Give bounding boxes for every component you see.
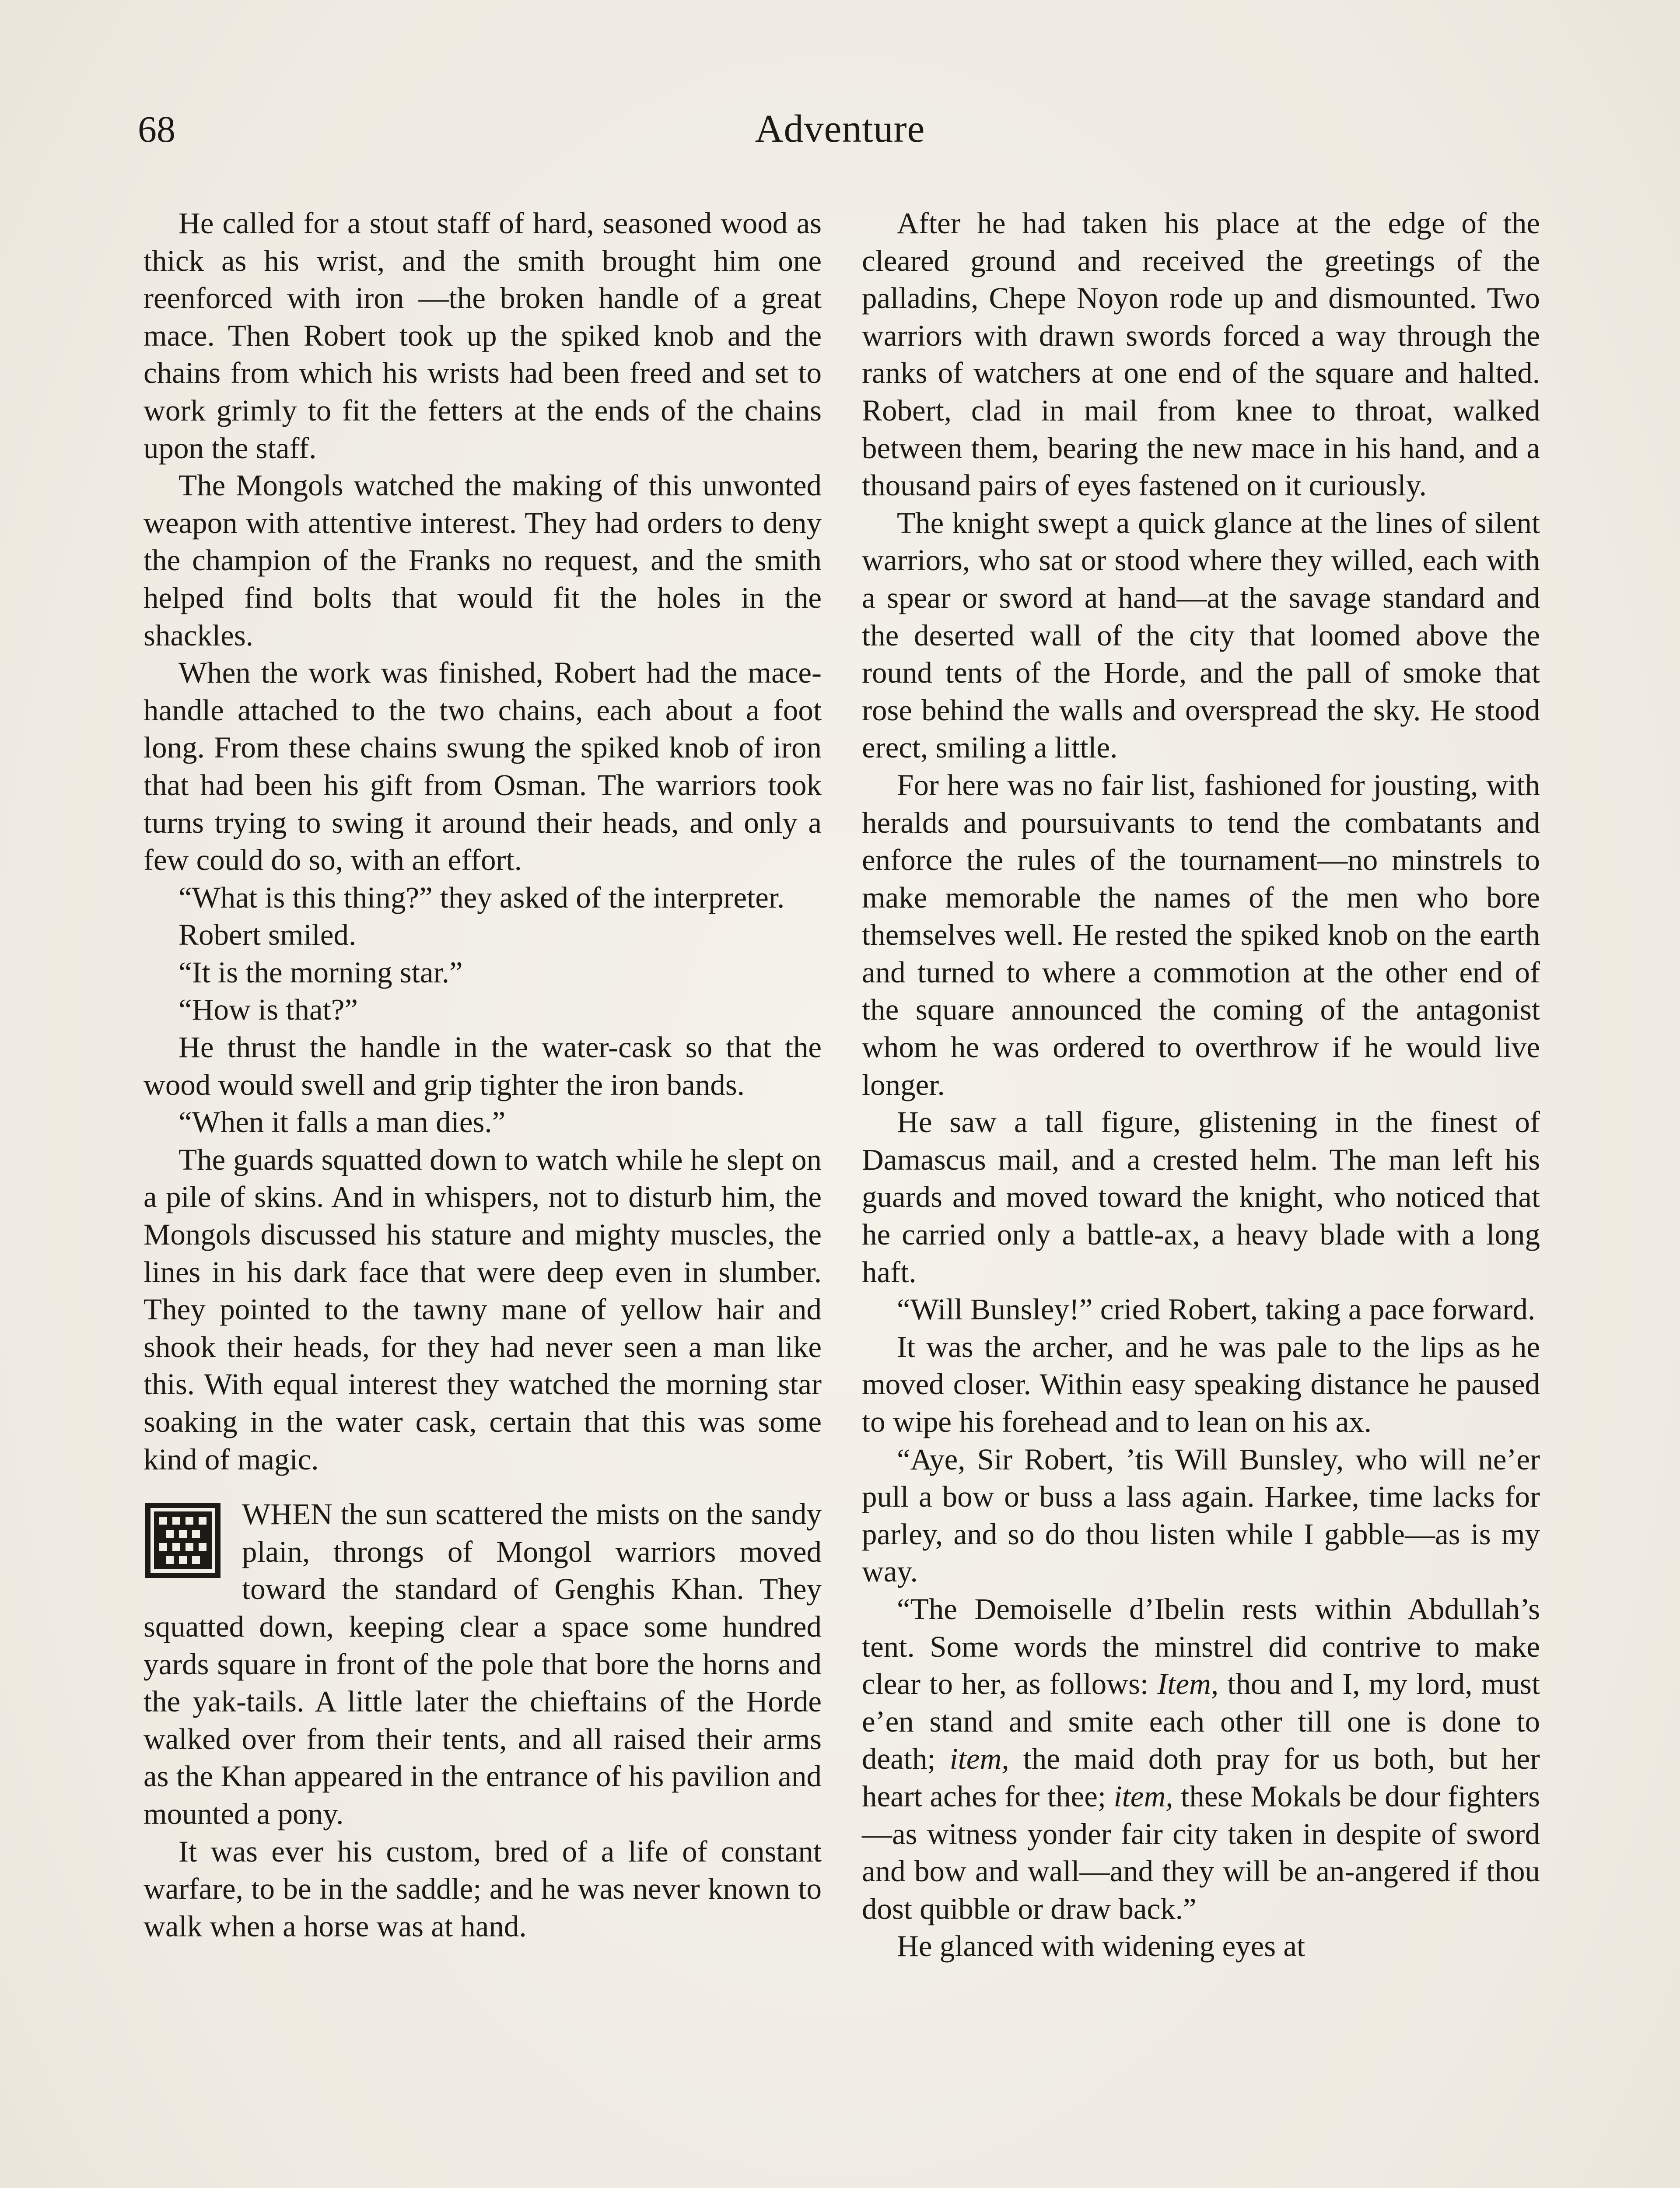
paragraph: He thrust the handle in the water-cask so that the wood would swell and grip tighter the iron bands. — [144, 1031, 822, 1101]
paragraph: It was the archer, and he was pale to the lips as he moved closer. Within easy speaking distance he paused to wipe his forehead and to lean on his ax. — [862, 1330, 1540, 1438]
paragraph: It was ever his custom, bred of a life of constant warfare, to be in the saddle; and he was never known to walk when a horse was at hand. — [144, 1834, 822, 1943]
item-label: item, — [1113, 1779, 1173, 1813]
page-number: 68 — [138, 108, 175, 150]
paragraph: The Mongols watched the making of this unwonted weapon with attentive interest. They had orders to deny the champion of the Franks no request, and the smith helped find bolts that would fit the holes in the shackles. — [144, 469, 822, 652]
paragraph: After he had taken his place at the edge of the cleared ground and received the greetings of the palladins, Chepe Noyon rode up and dismounted. Two warriors with drawn swords forced a way through the ranks of watchers at one end of the square and halted. Robert, clad in mail from knee to throat, walked between them, bearing the new mace in his hand, and a thousand pairs of eyes fastened on it curiously. — [862, 207, 1540, 502]
paragraph: Robert smiled. — [178, 918, 357, 952]
item-label: item, — [949, 1742, 1009, 1776]
paragraph: The knight swept a quick glance at the lines of silent warriors, who sat or stood where they willed, each with a spear or sword at hand—at the savage standard and the deserted wall of the city that loomed above the round tents of the Horde, and the pall of smoke that rose behind the walls and overspread the sky. He stood erect, smiling a little. — [862, 506, 1540, 764]
item-text: these Mokals be dour fighters—as witness yonder fair city taken in despite of sword and bow and wall—and they will be an-angered if thou dost quibble or draw back.” — [862, 1779, 1540, 1925]
paragraph: For here was no fair list, fashioned for jousting, with heralds and poursuivants to tend the combatants and enforce the rules of the tournament—no minstrels to make memorable the names of the men who bore themselves well. He rested the spiked knob on the earth and turned to where a commotion at the other end of the square announced the coming of the antagonist whom he was ordered to overthrow if he would live longer. — [862, 768, 1540, 1101]
paragraph: When the work was finished, Robert had the mace-handle attached to the two chains, each about a foot long. From these chains swung the spiked knob of iron that had been his gift from Osman. The warriors took turns trying to swing it around their heads, and only a few could do so, with an effort. — [144, 656, 822, 877]
paragraph: “When it falls a man dies.” — [178, 1105, 506, 1139]
section-opening-text: WHEN the sun scattered the mists on the sandy plain, throngs of Mongol warriors moved toward the standard of Genghis Khan. They squatted down, keeping clear a space some hundred yards square in front of the pole that bore the horns and the yak-tails. A little later the chieftains of the Horde walked over from their tents, and all raised their arms as the Khan appeared in the entrance of his pavilion and mounted a pony. — [144, 1497, 822, 1830]
page-header — [138, 103, 1542, 155]
paragraph: The guards squatted down to watch while he slept on a pile of skins. And in whispers, not to disturb him, the Mongols discussed his stature and mighty muscles, the lines in his dark face that were deep even in slumber. They pointed to the tawny mane of yellow hair and shook their heads, for they had never seen a man like this. With equal interest they watched the morning star soaking in the water cask, certain that this was some kind of magic. — [144, 1143, 822, 1476]
paragraph: “Will Bunsley!” cried Robert, taking a pace forward. — [897, 1293, 1536, 1326]
left-column — [144, 205, 822, 1945]
paragraph: “Aye, Sir Robert, ’tis Will Bunsley, who will ne’er pull a bow or buss a lass again. Harkee, time lacks for parley, and so do thou listen while I gabble—as is my way. — [862, 1442, 1540, 1588]
paragraph: He saw a tall figure, glistening in the finest of Damascus mail, and a crested helm. The man left his guards and moved toward the knight, who noticed that he carried only a battle-ax, a heavy blade with a long haft. — [862, 1105, 1540, 1289]
paragraph: He glanced with widening eyes at — [897, 1929, 1306, 1963]
section-break — [144, 1478, 822, 1496]
section-opening-paragraph — [144, 1496, 822, 1833]
paragraph: “It is the morning star.” — [178, 955, 463, 989]
letter-intro: “The Demoiselle d’Ibelin rests within Abdullah’s tent. Some words the minstrel did contrive to make clear to her, as follows: — [862, 1592, 1540, 1701]
paragraph: “What is this thing?” they asked of the interpreter. — [178, 880, 785, 914]
paragraph: He called for a stout staff of hard, seasoned wood as thick as his wrist, and the smith brought him one reenforced with iron —the broken handle of a great mace. Then Robert took up the spiked knob and the chains from which his wrists had been freed and set to work grimly to fit the fetters at the ends of the chains upon the staff. — [144, 207, 822, 465]
decorative-initial-block-icon — [144, 1501, 222, 1580]
item-text: the maid doth pray for us both, but her heart aches for thee; — [862, 1742, 1540, 1813]
paragraph: “How is that?” — [178, 993, 358, 1027]
item-label: Item, — [1157, 1667, 1219, 1701]
running-title: Adventure — [755, 107, 925, 151]
right-column — [862, 205, 1540, 1965]
quoted-letter-paragraph — [862, 1591, 1540, 1928]
item-text: thou and I, my lord, must e’en stand and smite each other till one is done to death; — [862, 1667, 1540, 1776]
